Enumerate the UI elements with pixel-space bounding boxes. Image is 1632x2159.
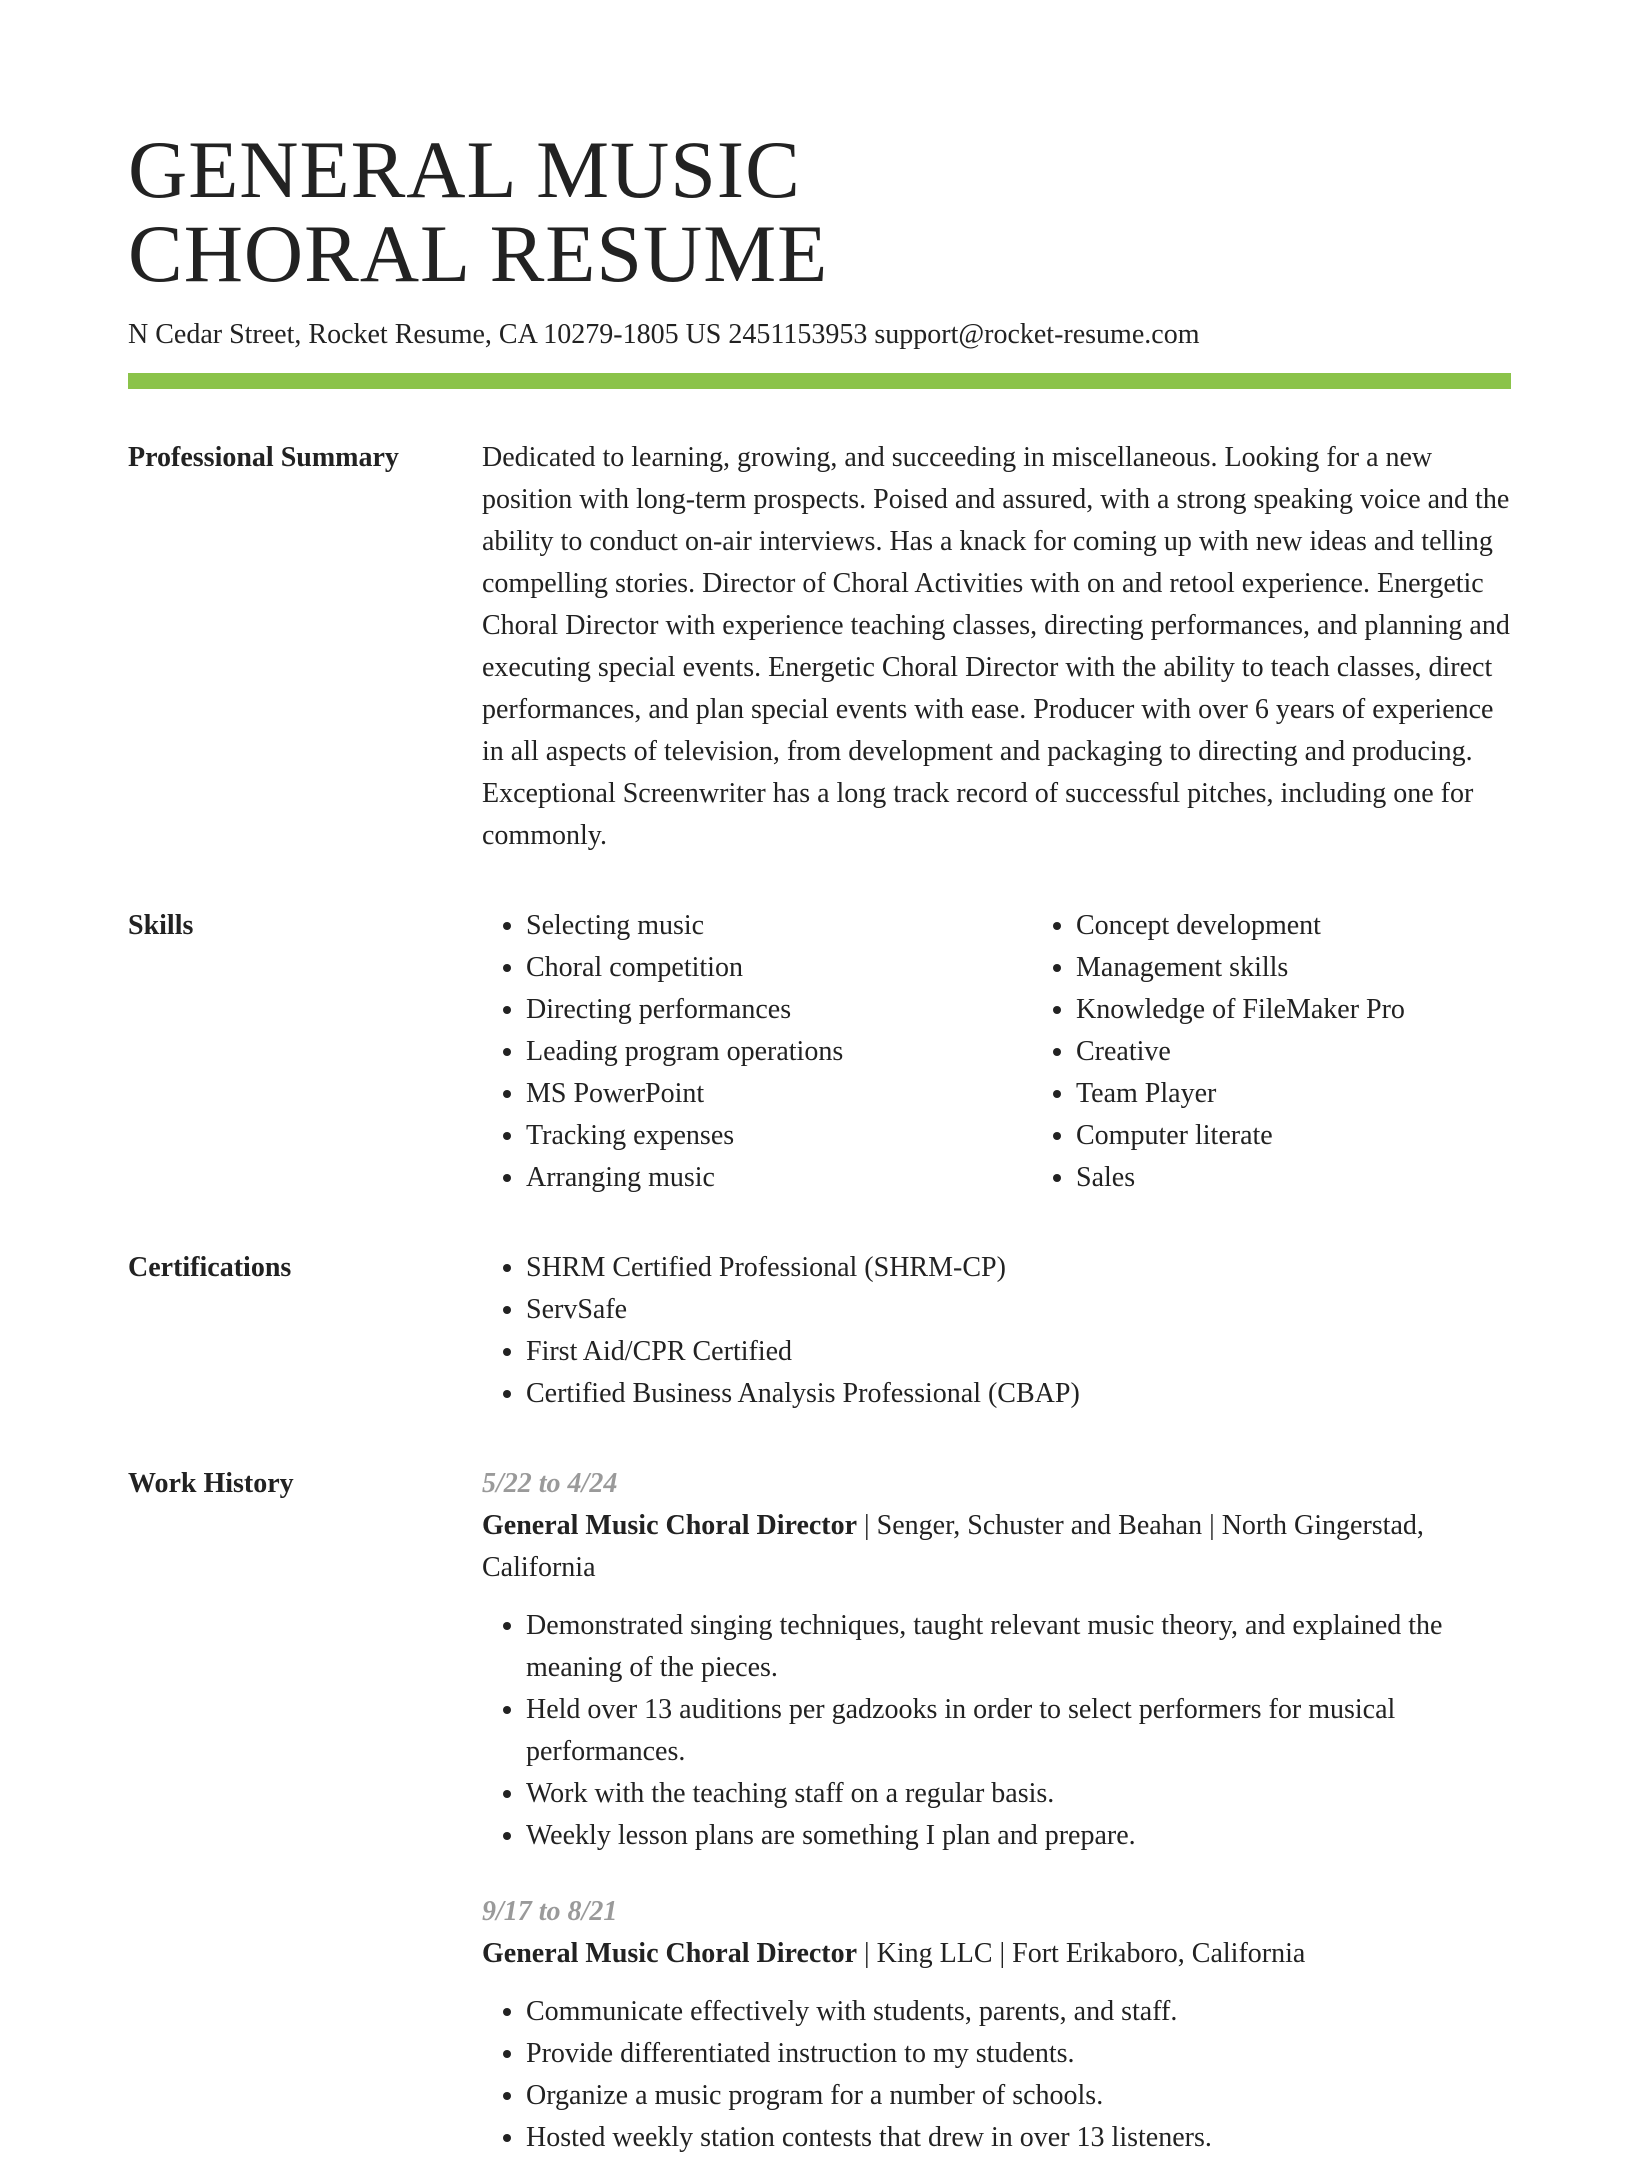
skills-section [128,905,1511,1199]
certifications-list [482,1247,1511,1415]
contact-email: support@rocket-resume.com [874,319,1200,350]
job-title: General Music Choral Director [482,1938,858,1969]
skill-item: • Selecting music [526,905,1032,947]
job-details: | King LLC | Fort Erikaboro, California [857,1938,1306,1969]
skill-item: • MS PowerPoint [526,1073,1032,1115]
certifications-section [128,1247,1511,1415]
certification-item: • First Aid/CPR Certified [526,1331,1511,1373]
job-bullet: • Organize a music program for a number of schools. [526,2075,1511,2117]
skills-list-right [1032,905,1582,1199]
resume-title [128,0,1511,299]
contact-line [128,318,1511,352]
job-bullet: • Demonstrated singing techniques, taught relevant music theory, and explained the meaning of the pieces. [526,1605,1511,1689]
skill-item: • Sales [1076,1157,1582,1199]
summary-section [128,437,1511,857]
contact-address: N Cedar Street, Rocket Resume, CA 10279-1805 US [128,319,722,350]
skill-item: • Team Player [1076,1073,1582,1115]
summary-text: Dedicated to learning, growing, and succeeding in miscellaneous. Looking for a new position with long-term prospects. Poised and assured, with a strong speaking voice and the ability to conduct on-air interviews. Has a knack for coming up with new ideas and telling compelling stories. Director of Choral Activities with on and retool experience. Energetic Choral Director with experience teaching classes, directing performances, and planning and executing special events. Energetic Choral Director with the ability to teach classes, direct performances, and plan special events with ease. Producer with over 6 years of experience in all aspects of television, from development and packaging to directing and producing. Exceptional Screenwriter has a long track record of successful pitches, including one for commonly. [482,442,1510,851]
job-bullet: • Weekly lesson plans are something I plan and prepare. [526,1815,1511,1857]
skill-item: • Tracking expenses [526,1115,1032,1157]
skill-item: • Concept development [1076,905,1582,947]
job-bullet: • Held over 13 auditions per gadzooks in order to select performers for musical performances. [526,1689,1511,1773]
job-bullet: • Hosted weekly station contests that drew in over 13 listeners. [526,2117,1511,2159]
skill-item: • Arranging music [526,1157,1032,1199]
work-history-heading: Work History [128,1468,294,1499]
skill-item: • Directing performances [526,989,1032,1031]
job-dates: 9/17 to 8/21 [482,1896,618,1927]
job-bullet: • Communicate effectively with students, parents, and staff. [526,1991,1511,2033]
title-line-2: CHORAL RESUME [128,208,829,299]
job-heading [482,1505,1511,1589]
job-dates: 5/22 to 4/24 [482,1468,618,1499]
header-divider [128,373,1511,389]
certifications-heading: Certifications [128,1252,292,1283]
job-details: | Senger, Schuster and Beahan | North Gingerstad, California [482,1510,1424,1583]
skill-item: • Knowledge of FileMaker Pro [1076,989,1582,1031]
job-entry [482,1463,1511,1857]
title-line-1: GENERAL MUSIC [128,124,801,215]
resume-page [128,0,1511,2159]
skill-item: • Leading program operations [526,1031,1032,1073]
skill-item: • Choral competition [526,947,1032,989]
job-title: General Music Choral Director [482,1510,858,1541]
work-history-section [128,1463,1511,2159]
skills-list-left [482,905,1032,1199]
contact-phone: 2451153953 [728,319,868,350]
certification-item: • SHRM Certified Professional (SHRM-CP) [526,1247,1511,1289]
skill-item: • Creative [1076,1031,1582,1073]
skills-heading: Skills [128,910,194,941]
job-bullet: • Provide differentiated instruction to my students. [526,2033,1511,2075]
skill-item: • Computer literate [1076,1115,1582,1157]
job-heading [482,1933,1511,1975]
job-entry [482,1891,1511,2159]
skill-item: • Management skills [1076,947,1582,989]
certification-item: • Certified Business Analysis Professional (CBAP) [526,1373,1511,1415]
job-bullets [482,1991,1511,2159]
certification-item: • ServSafe [526,1289,1511,1331]
job-bullet: • Work with the teaching staff on a regular basis. [526,1773,1511,1815]
summary-heading: Professional Summary [128,442,399,473]
job-bullets [482,1605,1511,1857]
